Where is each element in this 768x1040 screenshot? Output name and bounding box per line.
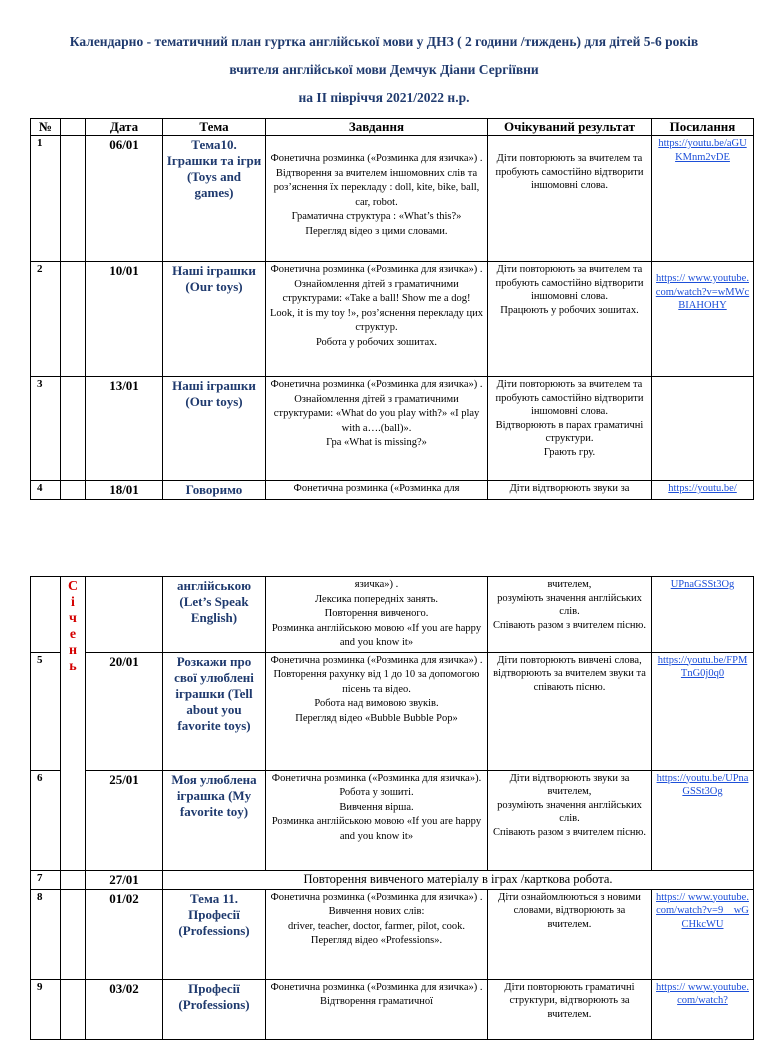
table-row (31, 770, 754, 870)
row-result: Діти повторюють за вчителем та пробують самостійно відтворити іншомовні слова. Відтворюють в парах граматичні структури. Грають гру. (488, 377, 652, 481)
table-row (31, 577, 754, 653)
row-topic: Розкажи про свої улюблені іграшки (Tell about you favorite toys) (163, 652, 266, 770)
header-line-1: Календарно - тематичний план гуртка англійської мови у ДНЗ ( 2 години /тиждень) для дітей 5-6 років (69, 34, 699, 49)
row-link[interactable]: https://youtu.be/ (652, 481, 754, 500)
row-link[interactable]: https://youtu.be/UPnaGSSt3Og (652, 770, 754, 870)
month-letter: і (71, 595, 75, 610)
row-num: 5 (31, 652, 61, 770)
row-date: 18/01 (86, 481, 163, 500)
row-topic: Професії (Professions) (163, 979, 266, 1039)
row-date: 25/01 (86, 770, 163, 870)
row-task: Фонетична розминка («Розминка для (266, 481, 488, 500)
row-num: 6 (31, 770, 61, 870)
table-row (31, 979, 754, 1039)
row-spacer (61, 979, 86, 1039)
row-task: Фонетична розминка («Розминка для язичка») . Вивчення нових слів: driver, teacher, doctor, farmer, pilot, cook. Перегляд відео «Professions». (266, 889, 488, 979)
table-row (31, 136, 754, 262)
row-date: 03/02 (86, 979, 163, 1039)
header-line-2: вчителя англійської мови Демчук Діани Сергіївни (229, 62, 539, 77)
row-result: Діти повторюють вивчені слова, відтворюють за вчителем звуки та співають пісню. (488, 652, 652, 770)
row-link[interactable]: https:// www.youtube.com/watch?v=wMWcBIAHOHY (652, 262, 754, 377)
row-spacer (61, 889, 86, 979)
month-letter: С (67, 579, 79, 594)
month-letter: ь (69, 659, 77, 674)
table-header-row (31, 119, 754, 136)
month-letter: ч (69, 611, 77, 626)
col-link-header: Посилання (652, 119, 754, 136)
row-date: 01/02 (86, 889, 163, 979)
col-result-header: Очікуваний результат (488, 119, 652, 136)
table-row (31, 652, 754, 770)
row-task: Фонетична розминка («Розминка для язичка») . Повторення рахунку від 1 до 10 за допомогою пісень та відео. Робота над вимовою звуків. Перегляд відео «Bubble Bubble Pop» (266, 652, 488, 770)
row-num: 9 (31, 979, 61, 1039)
header-line-3: на ІІ півріччя 2021/2022 н.р. (298, 90, 470, 105)
row-spacer (61, 377, 86, 481)
row-link[interactable]: https:// www.youtube.com/watch?v=9__wGCHkcWU (652, 889, 754, 979)
row-num: 8 (31, 889, 61, 979)
row-num: 3 (31, 377, 61, 481)
row-result: Діти відтворюють звуки за вчителем, розуміють значення англійських слів. Співають разом з вчителем пісню. (488, 770, 652, 870)
row-date (86, 577, 163, 653)
row-result: Діти повторюють граматичні структури, відтворюють за вчителем. (488, 979, 652, 1039)
row-task: Фонетична розминка («Розминка для язичка») . Відтворення граматичної (266, 979, 488, 1039)
table-row (31, 889, 754, 979)
col-num-header: № (31, 119, 61, 136)
row-result: Діти повторюють за вчителем та пробують самостійно відтворити іншомовні слова. Працюють у робочих зошитах. (488, 262, 652, 377)
row-result: вчителем, розуміють значення англійських слів. Співають разом з вчителем пісню. (488, 577, 652, 653)
row-topic: Тема10. Іграшки та ігри (Toys and games) (163, 136, 266, 262)
plan-table-page-2 (30, 576, 754, 1040)
row-link[interactable]: https://youtu.be/aGUKMnm2vDE (652, 136, 754, 262)
col-date-header: Дата (86, 119, 163, 136)
row-topic: Наші іграшки (Our toys) (163, 262, 266, 377)
row-date: 13/01 (86, 377, 163, 481)
col-task-header: Завдання (266, 119, 488, 136)
row-link[interactable]: https://youtu.be/FPMTnG0j0q0 (652, 652, 754, 770)
month-letter: е (69, 627, 77, 642)
row-result: Діти повторюють за вчителем та пробують самостійно відтворити іншомовні слова. (488, 136, 652, 262)
row-task: Фонетична розминка («Розминка для язичка») . Відтворення за вчителем іншомовних слів та роз’яснення їх перекладу : doll, kite, bike, ball, car, robot. Граматична структура : «What’s this?» Перегляд відео з цими словами. (266, 136, 488, 262)
row-date: 20/01 (86, 652, 163, 770)
table-row (31, 262, 754, 377)
row-spacer (61, 870, 86, 889)
row-link[interactable] (652, 377, 754, 481)
row-num: 4 (31, 481, 61, 500)
row-task: язичка») . Лексика попередніх занять. Повторення вивченого. Розминка англійською мовою «If you are happy and you know it» (266, 577, 488, 653)
table-row (31, 870, 754, 889)
row-num: 1 (31, 136, 61, 262)
month-label (61, 577, 86, 871)
row-result: Діти відтворюють звуки за (488, 481, 652, 500)
row-topic: англійською (Let’s Speak English) (163, 577, 266, 653)
row-task: Фонетична розминка («Розминка для язичка»). Робота у зошиті. Вивчення вірша. Розминка англійською мовою «If you are happy and you know it» (266, 770, 488, 870)
table-row (31, 377, 754, 481)
row-spacer (61, 262, 86, 377)
col-topic-header: Тема (163, 119, 266, 136)
month-letter: н (68, 643, 78, 658)
row-date: 06/01 (86, 136, 163, 262)
row-result: Діти ознайомлюються з новими словами, відтворюють за вчителем. (488, 889, 652, 979)
row-link[interactable]: UPnaGSSt3Og (652, 577, 754, 653)
table-row (31, 481, 754, 500)
row-task: Фонетична розминка («Розминка для язичка») . Ознайомлення дітей з граматичними структурами: «Take a ball! Show me a dog! Look, it is my toy !», роз’яснення перекладу цих структур. Робота у робочих зошитах. (266, 262, 488, 377)
plan-table-page-1 (30, 118, 754, 500)
row-num (31, 577, 61, 653)
row-topic: Говоримо (163, 481, 266, 500)
row-spacer (61, 136, 86, 262)
col-spacer-header (61, 119, 86, 136)
row-date: 27/01 (86, 870, 163, 889)
row-task: Фонетична розминка («Розминка для язичка») . Ознайомлення дітей з граматичними структурами: «What do you play with?» «I play with a….(ball)». Гра «What is missing?» (266, 377, 488, 481)
row-topic: Тема 11. Професії (Professions) (163, 889, 266, 979)
row-spacer (61, 481, 86, 500)
row-link[interactable]: https:// www.youtube.com/watch? (652, 979, 754, 1039)
row-num: 7 (31, 870, 61, 889)
row-topic: Моя улюблена іграшка (My favorite toy) (163, 770, 266, 870)
row-date: 10/01 (86, 262, 163, 377)
row-topic: Наші іграшки (Our toys) (163, 377, 266, 481)
row-summary: Повторення вивченого матеріалу в іграх /карткова робота. (163, 870, 754, 889)
row-num: 2 (31, 262, 61, 377)
